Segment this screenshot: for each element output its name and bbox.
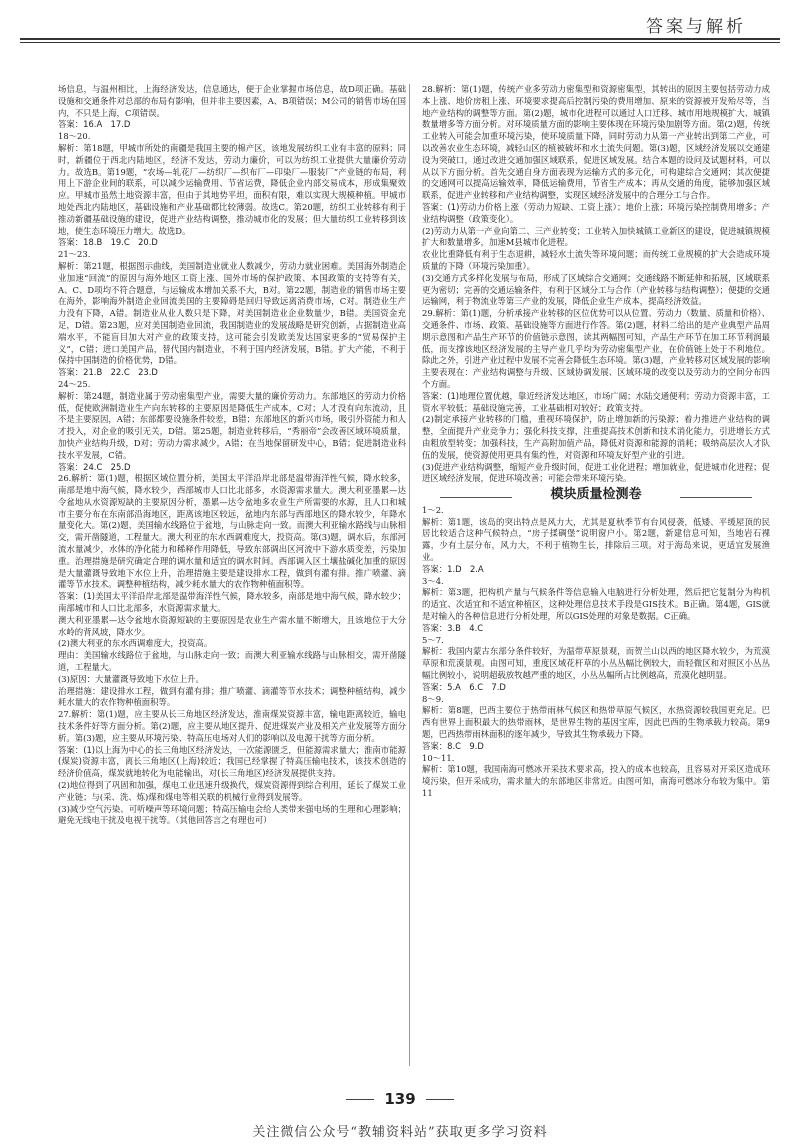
text-paragraph: 27.解析：第(1)题，应主要从长三角地区经济发达，淮南煤炭资源丰富，输电距离较近，输电技术条件好等方面分析。第(2)题，应主要从地区提升、促进煤炭产业及相关产业发展等方面分析。第(3)题，应主要从环境污染、特高压电场对人们的影响以及电源干扰等方面分析。: [58, 709, 406, 743]
text-paragraph: 解析：第24题，制造业属于劳动密集型产业，需要大量的廉价劳动力。东部地区的劳动力价格低，促使欧洲制造业生产向东转移的主要原因是降低生产成本，C对；人才没有向东流动，且不是主要原因，A错；东部都要设施条件较差，B错；东部地区的新兴市场，吸引外资能力和人才投入，对企业的吸引无关，D错。第25题，制造业转移后，“秀丽帝”会改善区域环境质量，加快产业结构升级，D对；劳动力需求减少，A错；在当地保留研发中心，B错；促进制造业科技水平发展，C错。: [58, 390, 406, 460]
answer-line: 答案：21.B 22.C 23.D: [58, 367, 158, 378]
answer-line: 答案：18.B 19.C 20.D: [58, 237, 158, 248]
text-paragraph: 28.解析：第(1)题，传统产业多劳动力密集型和资源密集型，其转出的原因主要包括劳动力成本上涨、地价房租上涨、环境要求提高后控制污染的费用增加、原来的资源被开发殆尽等，当地产业结构的调整等方面。第(2)题，城市化进程可以通过人口迁移、城市用地规模扩大、城镇数量增多等方面分析。对环境质量方面的影响主要体现在环境污染加剧等方面。第(2)题，传统工业转入可能会加重环境污染，使环境质量下降，同时劳动力从第一产业转出到第二产业，可以改善农业生态环境，减轻山区的植被破坏和水土流失问题。第(3)题，区域经济发展以交通建设为突破口，通过改进交通加强区域联系，促进区域发展。结合本题的设问及试题材料，可以从以下方面分析。首先交通自身方面表现为运输方式的多元化，可构建综合交通网；其次便捷的交通网可以提高运输效率，降低运输费用，节省生产成本；再从交通的角度，能够加强区域联系，促进产业转移和产业结构调整，实现区域经济发展中的合理分工与合作。: [422, 84, 770, 201]
answer-line: 答案：5.A 6.C 7.D: [422, 681, 506, 692]
text-paragraph: 解析：我国内蒙古东部分条件较好，为温带草原景观，而贺兰山以西的地区降水较少，为荒漠草原和荒漠景观。由图可知，重度区域花杆草的小丛丛幅比例较大，而轻微区和对照区小丛丛幅比例较小，说明超载放牧越严重的地区，小丛丛幅所占比例越高，荒漠化越明显。: [422, 646, 770, 681]
answer-line: 答案：16.A 17.D: [58, 119, 131, 130]
text-paragraph: 澳大利亚墨累—达令盆地水资源短缺的主要原因是农业生产需水量不断增大，且该地位于大分水岭的背风坡，降水少。: [58, 614, 406, 637]
section-title: 模块质量检测卷: [422, 489, 770, 501]
text-paragraph: (2)澳大利亚的东水西调难度大，投资高。: [58, 638, 213, 649]
text-paragraph: 5～7.: [422, 634, 444, 645]
answer-line: 答案：3.B 4.C: [422, 622, 484, 633]
text-paragraph: 治理措施：建设排水工程，做到有灌有排；推广喷灌、滴灌等节水技术；调整种植结构，减少耗水量大的农作物种植面积等。: [58, 685, 406, 708]
text-paragraph: 解析：第8题，巴西主要位于热带雨林气候区和热带草原气候区，水热资源较我国更充足。巴西有世界上面积最大的热带雨林，是世界生物的基因宝库，因此巴西的生物承载力较高。第9题，巴西热带雨林面积的逐年减少，导致其生物承载力下降。: [422, 705, 770, 740]
text-paragraph: (2)制定承接产业转移的门槛，重视环境保护，防止增加新的污染源；着力推进产业结构的调整，全面提升产业竞争力；强化科技支撑，注重提高技术创新和技术消化能力，引进增长方式由粗放型转变；加强科技，生产高附加值产品，降低对资源和能源的消耗；吸纳高层次人才队伍的发展，使资源使用更具有集约性，对资源和环境友好型产业的引进。: [422, 414, 770, 460]
answer-line: 答案：(1)地理位置优越，靠近经济发达地区，市场广阔；水陆交通便利；劳动力资源丰富，工资水平较低；基础设施完善，工业基础相对较好；政策支持。: [422, 390, 770, 413]
text-paragraph: 24～25.: [58, 378, 91, 389]
answer-line: 答案：(1)以上海为中心的长三角地区经济发达，一次能源匮乏，但能源需求量大；淮南市能源(煤炭)资源丰富，离长三角地区(上海)较近；我国已经掌握了特高压输电技术，该技术创造的经济价值高，煤炭就地转化为电能输出，对(长三角地区)经济发展提供支持。: [58, 744, 406, 779]
text-paragraph: 理由：美国输水线路位于盆地，与山脉走向一致；而澳大利亚输水线路与山脉相交，需开凿隧道，工程量大。: [58, 650, 406, 673]
text-paragraph: 21～23.: [58, 249, 91, 260]
text-paragraph: 3～4.: [422, 575, 444, 586]
text-paragraph: (2)劳动力从第一产业向第二、三产业转变；工业转入加快城镇工业新区的建设，促进城镇规模扩大和数量增多，加速M县城市化进程。: [422, 225, 770, 248]
right-column: [422, 84, 770, 800]
answer-line: 答案：1.D 2.A: [422, 563, 484, 574]
answer-line: 答案：8.C 9.D: [422, 740, 484, 751]
text-paragraph: 8～9.: [422, 693, 444, 704]
text-paragraph: (3)原因：大量灌溉导致地下水位上升。: [58, 673, 204, 684]
text-paragraph: 1～2.: [422, 504, 444, 515]
text-paragraph: 29.解析：第(1)题，分析承接产业转移的区位优势可以从位置、劳动力（数量、质量和价格）、交通条件、市场、政策、基础设施等方面进行作答。第(2)题，材料二给出的是产业典型产品周期示意图和产品生产环节的价值链示意图，读其两幅图可知，产品生产环节在加工环节利润最低，而支撑该地区经济发展的主导产业几乎均为劳动密集型产业，在价值链上处于不利地位。除此之外，引进产业过程中发展不完善会降低生态环境。第(3)题，产业转移对区域发展的影响主要表现在：产业结构调整与升级、区域协调发展、区域环境的改变以及劳动力的空间分布四个方面。: [422, 308, 770, 389]
answer-line: 答案：24.C 25.D: [58, 461, 131, 472]
text-paragraph: 解析：第10题，我国南海可燃冰开采技术要求高，投入的成本也较高，且容易对开采区造成环境污染，但开采成功，需求量大的东部地区非常近。由图可知，南海可燃冰分布较为集中。第11: [422, 764, 770, 799]
answer-line: 答案：(1)劳动力价格上涨（劳动力短缺、工资上涨）；地价上涨；环境污染控制费用增多；产业结构调整（政策变化）。: [422, 201, 770, 224]
text-paragraph: (3)交通方式多样化发展与布局，形成了区域综合交通网；交通线路不断延伸和拓展，区域联系更为密切；完善的交通运输条件，有利于区域分工与合作（产业转移与结构调整）；便捷的交通运输网，利于物流业等第三产业的发展，降低企业生产成本，提高经济效益。: [422, 272, 770, 307]
header-title: 答案与解析: [646, 17, 746, 37]
text-paragraph: (3)减少空气污染、可听噪声等环境问题；特高压输电会给人类带来强电场的生理和心理影响；避免无线电干扰及电视干扰等。（其他回答言之有理也可）: [58, 803, 406, 826]
footer-notice: 关注微信公众号“教辅资料站”获取更多学习资料: [252, 1125, 548, 1140]
text-paragraph: 解析：第21题，根据图示曲线，美国制造业就业人数减少，劳动力就业困难。美国海外制造企业加速“回流”的原因与海外地区工资上涨、国外市场的保护政策、本国政策的支持等有关，A、C、D项均不符合题意，与运输成本增加关系不大，B对。第22题，制造业的销售市场主要在海外，影响海外制造企业回流美国的主要障碍是回归导致远离消费市场，C对。制造业生产力没有下降，A错。制造业从业人数只是下降，对美国制造业企业数量少，B错。美国资金充足，D错。第23题，应对美国制造业回流，我国制造业的发展战略是研究创新，占据制造业高端水平，不能盲目加大对产业的政策支持，这可能会引发欧美发达国家更多的“贸易保护主义”，C错；进口美国产品，替代国内制造业，不利于国内经济发展，B错。扩大产能，不利于保持中国制造的价格优势，D错。: [58, 260, 406, 366]
text-paragraph: 解析：第1题，该岛的突出特点是风力大，尤其是夏秋季节有台风侵袭，低矮、平缓屋顶的民居比较适合这种气候特点，“房子揉碉堡”说明窗户小。第2题，新建信息可知，当地岩石裸露，少有土层分布，风力大，不利于植物生长，排除后三项。对于海岛来说，更适宜发展渔业。: [422, 516, 770, 563]
text-paragraph: 解析：第18题，甲城市所处的南疆是我国主要的棉产区，该地发展纺织工业有丰富的原料；同时，新疆位于西北内陆地区，经济不发达，劳动力廉价，可以为纺织工业提供大量廉价劳动力。故选B。第19题，“农场—轧花厂—纺织厂—织布厂—印染厂—服装厂”产业链的布局，利用上下游企业间的联系，可以减少运输费用、节省运费，降低企业内部交易成本，形成集聚效应。甲城市虽然土地资源丰富，但由于其地势平坦，面积有限，难以实现大规模种植。甲城市地处西北内陆地区，基础设施和产业基础都比较薄弱。故选C。第20题，纺织工业转移有利于推动新疆基础设施的建设，促进产业结构调整，推动城市化的发展；但大量纺织工业转移到该地，使生态环境压力增大。故选D。: [58, 142, 406, 236]
header-rule-thin: [20, 42, 780, 43]
text-paragraph: 26.解析：第(1)题，根据区域位置分析，美国太平洋沿岸北部是温带海洋性气候，降水较多，南部是地中海气候，降水较少，西部城市人口比北部多，水资源需求量大。澳大利亚墨累—达令盆地从水资源短缺的主要原因分析，墨累—达令盆地多农业生产所需要的水源，且人口和城市主要分布在东南部沿海地区，距离该地区较远，盆地内东部与西部地区的降水较少，年降水量变化大。第(2)题，美国输水线路位于盆地，与山脉走向一致。而澳大利亚输水路线与山脉相交，需开凿隧道，工程量大。澳大利亚的东水西调难度大，投资高。第(3)题，调水后，东部河流水量减少，水体的净化能力和稀释作用降低，导致东部调出区河流中下游水质变差，污染加重。治理措施是研究确定合理的调水量和适宜的调水时间。西部调入区土壤盐碱化加重的原因是大量灌溉导致地下水位上升，治理措施主要是建设排水工程，做到有灌有排。推广喷灌、滴灌等节水技术。调整种植结构，减少耗水量大的农作物种植面积等。: [58, 473, 406, 590]
page-number: 139: [384, 1090, 416, 1108]
text-paragraph: (3)促进产业结构调整，缩短产业升级时间，促进工业化进程；增加就业，促进城市化进程；促进区域经济发展，促进环境改善；可能会带来环境污染。: [422, 461, 770, 484]
text-paragraph: (2)地位得到了巩固和加强，煤电工业迅速升级换代，煤炭资源得到综合利用，延长了煤炭工业产业链；与(采、洗、炼)煤和煤电等相关联的机械行业得到发展等。: [58, 780, 406, 802]
left-column: [58, 84, 406, 827]
answer-line: 答案：(1)美国太平洋沿岸北部是温带海洋性气候，降水较多，南部是地中海气候，降水较少；南部城市和人口比北部多，水资源需求量大。: [58, 591, 406, 614]
text-paragraph: 18～20.: [58, 131, 91, 142]
text-paragraph: 10～11.: [422, 752, 455, 763]
text-paragraph: 农业比重降低有利于生态退耕，减轻水土流失等环境问题；而传统工业规模的扩大会造成环境质量的下降（环境污染加重）。: [422, 249, 770, 271]
page-header: [20, 0, 780, 40]
text-paragraph: 解析：第3题，把构机产量与气候条件等信息输入电脑进行分析处理，然后把它复制分为构机的适宜、次适宜和不适宜种植区，这种处理信息技术手段是GIS技术。B正确。第4题，GIS就是对输入的各种信息进行分析处理，所以GIS处理的对象是数据。C正确。: [422, 587, 770, 622]
page-number-row: [0, 1090, 800, 1108]
header-rule: [20, 38, 780, 40]
column-divider: [409, 84, 410, 1066]
text-paragraph: 场信息，与温州相比，上海经济发达，信息通达，便于企业掌握市场信息，故D项正确。基础设施和交通条件对总部的布局有影响，但并非主要因素，A、B项错误；M公司的销售市场在国内，不只是上海，C项错误。: [58, 84, 406, 118]
